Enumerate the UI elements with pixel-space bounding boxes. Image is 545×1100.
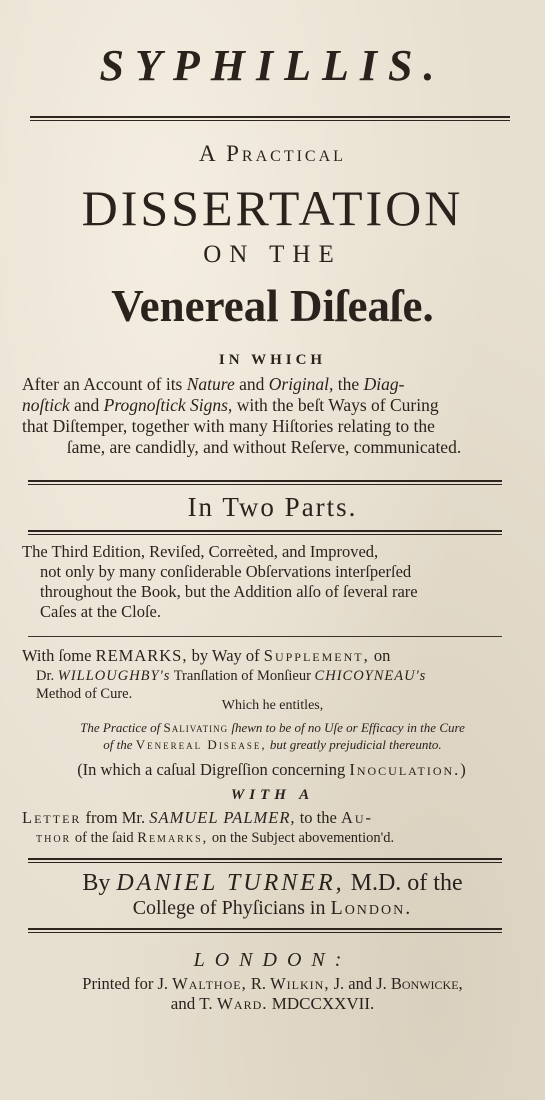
author-line-1: By DANIEL TURNER, M.D. of the	[82, 870, 463, 896]
rule-2	[28, 480, 502, 482]
with-a: WITH A	[230, 787, 315, 803]
subtitle-subject: Venereal Diſeaſe.	[111, 281, 434, 331]
text-line: The Third Edition, Reviſed, Correѐted, and Improved,	[22, 542, 379, 561]
practice-line-2: of the Venereal Disease, but greatly prejudicial thereunto.	[103, 737, 442, 752]
text-line: ſame, are candidly, and without Reſerve, communicated.	[66, 437, 462, 457]
rule-1	[30, 116, 510, 118]
practice-line-1: The Practice of Salivating ſhewn to be of no Uſe or Efficacy in the Cure	[80, 720, 465, 735]
text-line: thor of the ſaid Remarks, on the Subject abovemention'd.	[36, 830, 395, 846]
in-which: IN WHICH	[218, 352, 327, 368]
rule-3	[28, 530, 502, 532]
subtitle-on-the: ON THE	[203, 241, 342, 268]
text-line: Letter from Mr. SAMUEL PALMER, to the Au-	[22, 808, 374, 827]
imprint-line-1: Printed for J. Walthoe, R. Wilkin, J. and J. Bonwicke,	[82, 974, 463, 993]
paragraph-edition	[22, 542, 506, 622]
text-line: throughout the Book, but the Addition alſo of ſeveral rare	[40, 582, 418, 601]
subtitle-prefix: A Practical	[199, 141, 346, 166]
subtitle-main: DISSERTATION	[81, 180, 464, 236]
rule-4	[28, 636, 502, 637]
parts-heading: In Two Parts.	[187, 492, 358, 522]
text-line: that Diſtemper, together with many Hiſtories relating to the	[22, 416, 435, 436]
text-line: not only by many conſiderable Obſervations interſperſed	[40, 562, 412, 581]
text-line: Caſes at the Cloſe.	[40, 602, 161, 621]
text-line: Dr. WILLOUGHBY's Tranſlation of Monſieur CHICOYNEAU's	[36, 668, 427, 684]
rule-6	[28, 928, 502, 930]
main-title: SYPHILLIS.	[99, 41, 446, 90]
author-line-2: College of Phyſicians in London.	[132, 897, 413, 919]
text-line: After an Account of its Nature and Original, the Diag-	[22, 374, 405, 394]
text-line: Method of Cure.	[36, 686, 133, 702]
imprint-line-2: and T. Ward. MDCCXXVII.	[170, 994, 375, 1013]
text-line: With ſome REMARKS, by Way of Supplement, on	[22, 646, 391, 665]
text-line: noſtick and Prognoſtick Signs, with the beſt Ways of Curing	[22, 395, 439, 415]
paragraph-account	[22, 374, 506, 458]
rule-5	[28, 858, 502, 860]
paragraph-letter	[22, 808, 506, 848]
digression-line: (In which a caſual Digreſſion concerning Inoculation.)	[77, 760, 468, 779]
imprint-place: LONDON:	[193, 949, 352, 971]
entitles-line: Which he entitles,	[221, 698, 324, 713]
paragraph-remarks	[22, 646, 506, 703]
